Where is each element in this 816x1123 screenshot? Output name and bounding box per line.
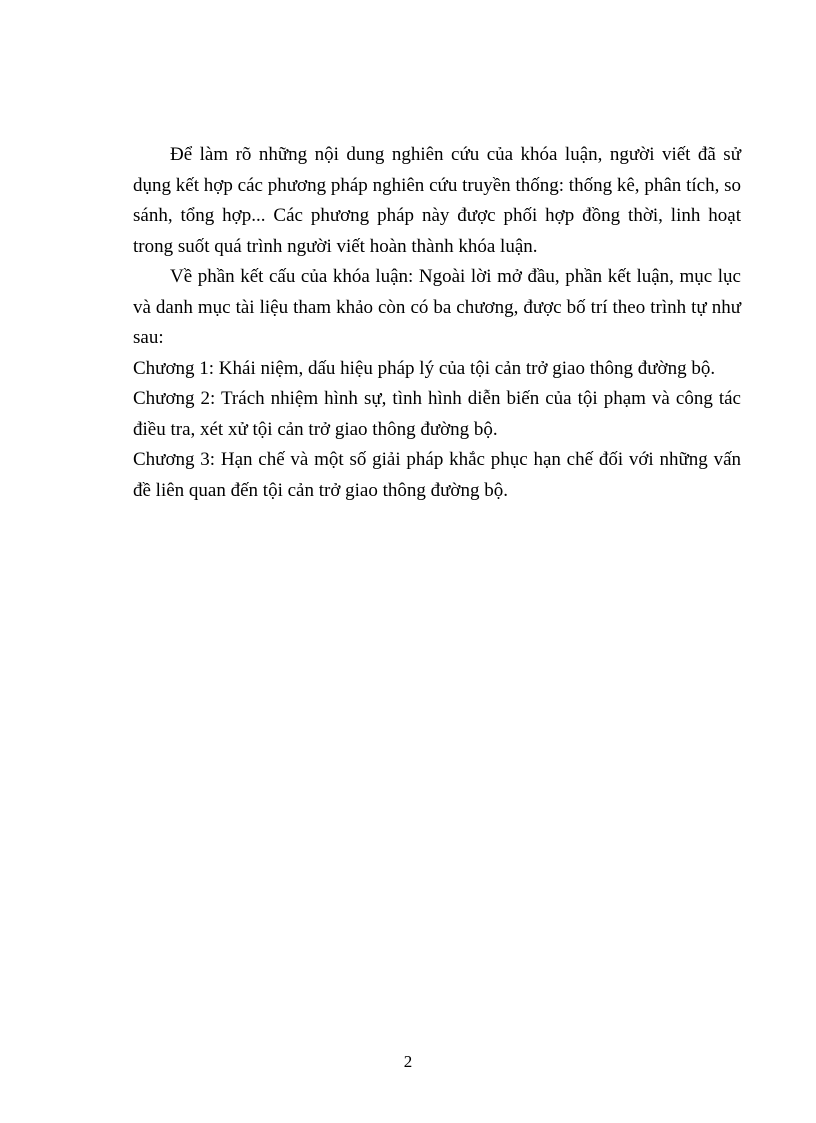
paragraph-research-methods: Để làm rõ những nội dung nghiên cứu của khóa luận, người viết đã sử dụng kết hợp các phương pháp nghiên cứu truyền thống: thống kê, phân tích, so sánh, tổng hợp... Các phương pháp này được phối hợp đồng thời, linh hoạt trong suốt quá trình người viết hoàn thành khóa luận. [133, 144, 741, 257]
paragraph-structure: Về phần kết cấu của khóa luận: Ngoài lời mở đầu, phần kết luận, mục lục và danh mục tài liệu tham khảo còn có ba chương, được bố trí theo trình tự như sau: [133, 266, 741, 348]
chapter-3-line: Chương 3: Hạn chế và một số giải pháp khắc phục hạn chế đối với những vấn đề liên quan đến tội cản trở giao thông đường bộ. [133, 449, 741, 501]
chapter-1-line: Chương 1: Khái niệm, dấu hiệu pháp lý của tội cản trở giao thông đường bộ. [133, 357, 716, 379]
page-number: 2 [403, 1052, 413, 1071]
document-body [133, 140, 741, 506]
chapter-2-line: Chương 2: Trách nhiệm hình sự, tình hình diễn biến của tội phạm và công tác điều tra, xét xử tội cản trở giao thông đường bộ. [133, 388, 741, 440]
